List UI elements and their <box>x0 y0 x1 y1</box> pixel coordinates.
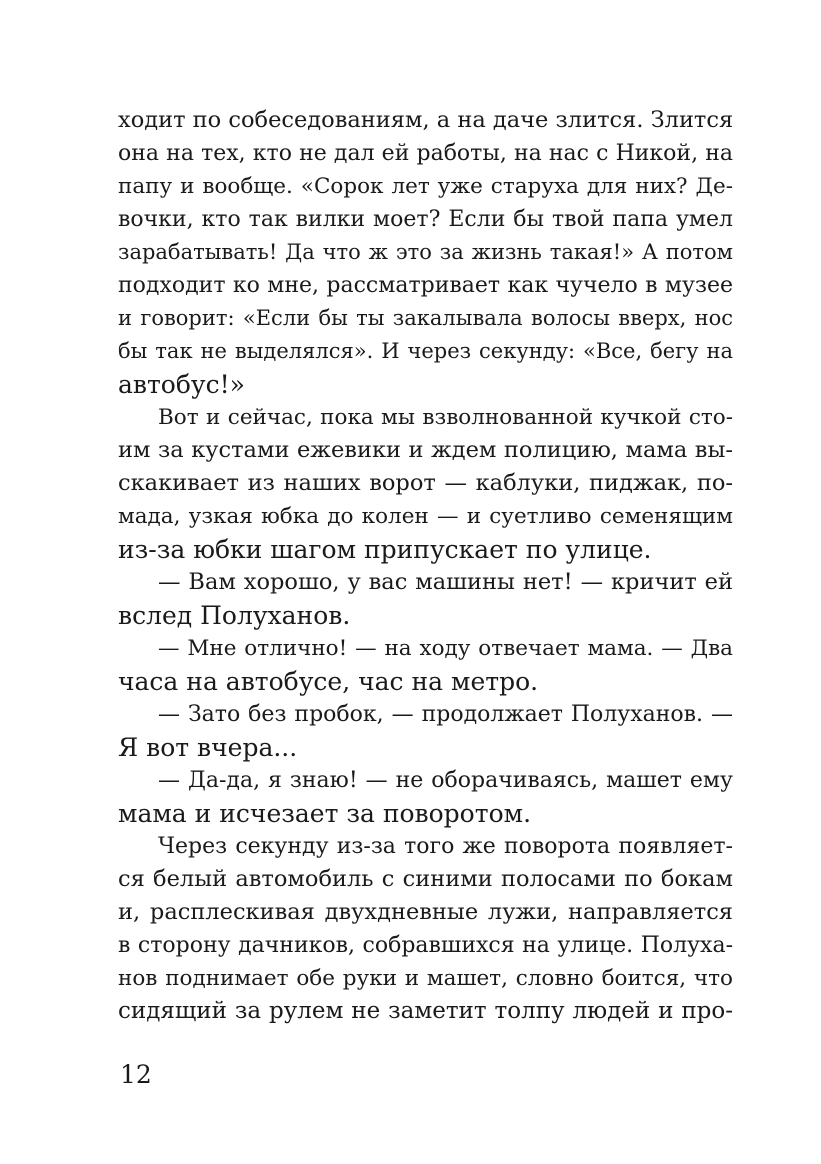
text-line: в сторону дачников, собравшихся на улице. Полуха- <box>118 933 733 958</box>
text-line: вочки, кто так вилки моет? Если бы твой папа умел <box>118 207 733 232</box>
text-line: мама и исчезает за поворотом. <box>118 799 532 828</box>
text-line: она на тех, кто не дал ей работы, на нас с Никой, на <box>118 141 733 166</box>
text-line: зарабатывать! Да что ж это за жизнь такая!» А потом <box>118 240 733 264</box>
text-line: — Мне отлично! — на ходу отвечает мама. — Два <box>158 636 733 661</box>
text-line: им за кустами ежевики и ждем полицию, мама вы- <box>118 437 733 463</box>
text-line: сидящий за рулем не заметит толпу людей и про- <box>118 998 733 1024</box>
text-line: бы так не выделялся». И через секунду: «Все, бегу на <box>118 339 733 363</box>
text-line: — Вам хорошо, у вас машины нет! — кричит ей <box>158 569 733 595</box>
text-line: вслед Полуханов. <box>118 601 351 630</box>
text-line: нов поднимает обе руки и машет, словно боится, что <box>118 966 733 991</box>
text-line: и, расплескивая двухдневные лужи, направляется <box>118 899 733 925</box>
text-line: часа на автобусе, час на метро. <box>118 667 539 696</box>
text-line: автобус!» <box>118 370 245 399</box>
text-line: Я вот вчера... <box>118 733 298 762</box>
text-line: Через секунду из-за того же поворота появляет- <box>158 834 733 859</box>
text-line: ходит по собеседованиям, а на даче злится. Злится <box>118 107 733 133</box>
body-text <box>118 104 733 1028</box>
text-line: и говорит: «Если бы ты закалывала волосы вверх, нос <box>118 306 733 330</box>
text-line: папу и вообще. «Сорок лет уже старуха для них? Де- <box>118 174 733 199</box>
text-line: мада, узкая юбка до колен — и суетливо семенящим <box>118 504 733 529</box>
text-line: ся белый автомобиль с синими полосами по бокам <box>118 866 733 892</box>
text-line: скакивает из наших ворот — каблуки, пиджак, по- <box>118 470 733 496</box>
page-number: 12 <box>120 1060 152 1089</box>
text-line: Вот и сейчас, пока мы взволнованной кучкой сто- <box>158 405 733 430</box>
text-line: — Зато без пробок, — продолжает Полуханов. — <box>158 702 733 727</box>
text-line: из-за юбки шагом припускает по улице. <box>118 535 652 564</box>
text-line: подходит ко мне, рассматривает как чучело в музее <box>118 273 733 298</box>
text-line: — Да-да, я знаю! — не оборачиваясь, машет ему <box>158 768 733 793</box>
